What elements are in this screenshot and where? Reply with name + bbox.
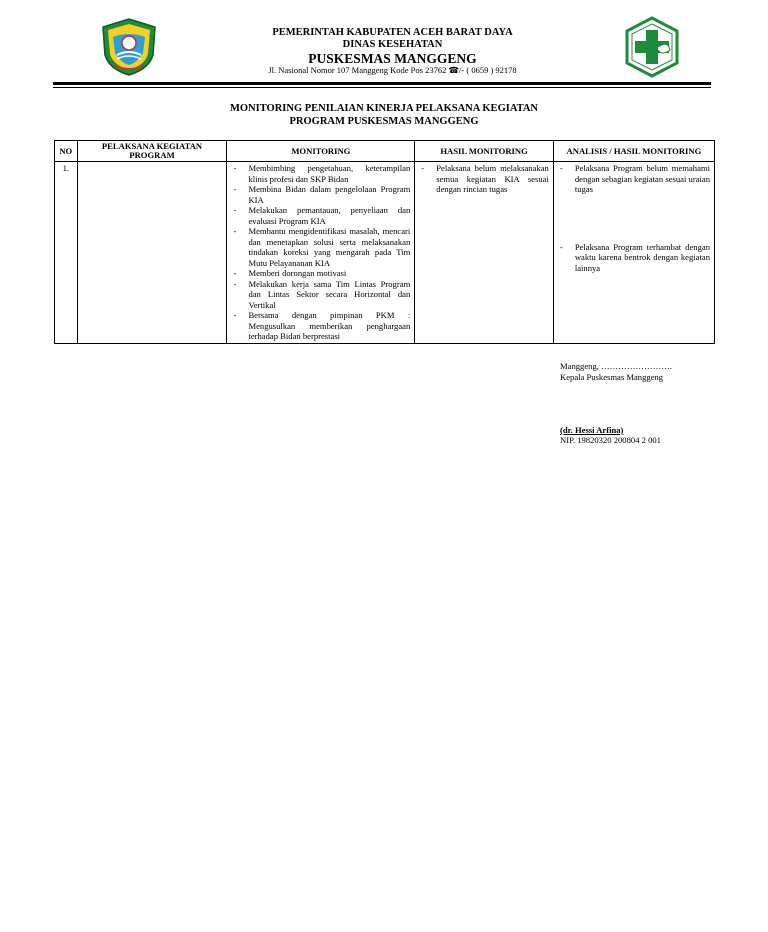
monitoring-item: - Membimbing pengetahuan, keterampilan klinis profesi dan SKP Bidan	[231, 163, 410, 184]
letterhead-address: Jl. Nasional Nomor 107 Manggeng Kode Pos 23762 ☎/- ( 0659 ) 92178	[268, 65, 517, 75]
table-header-row	[55, 141, 715, 162]
letterhead-rule-thick	[53, 82, 711, 85]
monitoring-item: - Melakukan kerja sama Tim Lintas Program dan Lintas Sektor secara Horizontal dan Vertikal	[231, 279, 410, 311]
monitoring-item: - Melakukan pemantauan, penyeliaan dan evaluasi Program KIA	[231, 205, 410, 226]
letterhead-puskesmas: PUSKESMAS MANGGENG	[308, 51, 477, 66]
monitoring-item: - Membina Bidan dalam pengelolaan Program KIA	[231, 184, 410, 205]
header-analisis: ANALISIS / HASIL MONITORING	[553, 141, 714, 162]
signature-nip: NIP. 19820320 200804 2 001	[560, 435, 661, 445]
analisis-item: - Pelaksana Program terhambat dengan waktu karena bentrok dengan kegiatan lainnya	[558, 242, 710, 274]
letterhead-government: PEMERINTAH KABUPATEN ACEH BARAT DAYA	[272, 27, 513, 38]
district-emblem-logo	[99, 17, 159, 77]
hasil-item: - Pelaksana belum melaksanakan semua kegiatan KIA sesuai dengan rincian tugas	[419, 163, 549, 195]
header-pelaksana: PELAKSANA KEGIATAN PROGRAM	[77, 141, 227, 162]
analisis-item: - Pelaksana Program belum memahami dengan sebagian kegiatan sesuai uraian tugas	[558, 163, 710, 195]
monitoring-item: - Bersama dengan pimpinan PKM : Mengusulkan memberikan penghargaan terhadap Bidan berprestasi	[231, 310, 410, 342]
letterhead-department: DINAS KESEHATAN	[342, 39, 443, 50]
signature-position: Kepala Puskesmas Manggeng	[560, 372, 664, 382]
signature-name: (dr. Hessi Arfina)	[560, 425, 624, 435]
header-hasil: HASIL MONITORING	[415, 141, 554, 162]
cell-hasil	[415, 162, 554, 344]
header-no: NO	[55, 141, 78, 162]
cell-monitoring	[227, 162, 415, 344]
letterhead-rule-thin	[53, 87, 711, 88]
monitoring-table	[54, 140, 715, 344]
document-title-line1: MONITORING PENILAIAN KINERJA PELAKSANA KEGIATAN	[229, 103, 539, 114]
cell-no: 1.	[55, 162, 78, 344]
document-title-line2: PROGRAM PUSKESMAS MANGGENG	[289, 116, 479, 127]
monitoring-item: - Memberi dorongan motivasi	[231, 268, 410, 279]
cell-analisis	[553, 162, 714, 344]
table-row	[55, 162, 715, 344]
cell-pelaksana	[77, 162, 227, 344]
header-monitoring: MONITORING	[227, 141, 415, 162]
signature-place: Manggeng, …………………….	[560, 361, 672, 371]
monitoring-item: - Membantu mengidentifikasi masalah, mencari dan menetapkan solusi serta melaksanakan tindakan koreksi yang mengarah pada Tim Mutu Pelayananan KIA	[231, 226, 410, 268]
puskesmas-logo	[622, 16, 682, 78]
